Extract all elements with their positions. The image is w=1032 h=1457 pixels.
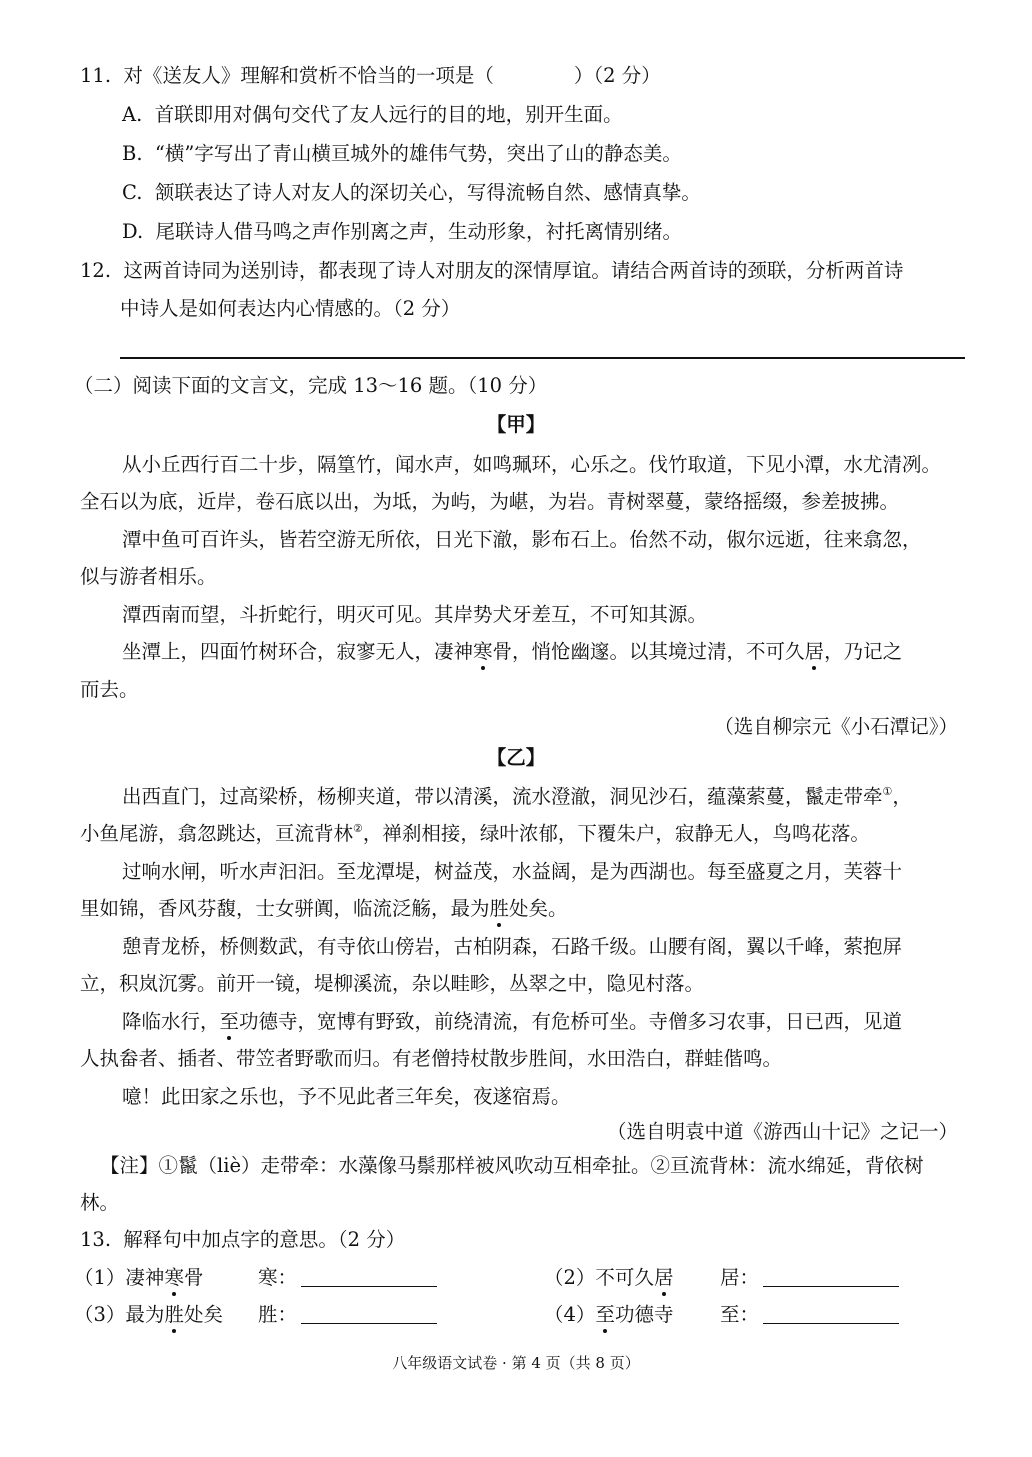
q13-item-4-num: （4） [544, 1303, 596, 1326]
yi-p1a-text: 出西直门，过高梁桥，杨柳夹道，带以清溪，流水澄澈，洞见沙石，蕴藻萦蔓，鬣走带牵 [122, 785, 883, 808]
yi-p4a [122, 1010, 902, 1034]
q11-option-c: C. 颔联表达了诗人对友人的深切关心，写得流畅自然、感情真挚。 [122, 181, 701, 204]
yi-p3a: 憩青龙桥，桥侧数武，有寺依山傍岩，古柏阴森，石路千级。山腰有阁，翼以千峰，萦抱屏 [122, 935, 903, 958]
q13-stem: 13. 解释句中加点字的意思。（2 分） [80, 1228, 406, 1251]
q13-item-1-pre: 凄神 [125, 1266, 165, 1289]
jia-p4a [122, 640, 902, 664]
jia-p2b: 似与游者相乐。 [80, 565, 217, 588]
note-line1: 【注】①鬣（liè）走带牵：水藻像马鬃那样被风吹动互相牵扯。②亘流背林：流水绵延，背依树 [100, 1154, 924, 1177]
q11-score: ）（2 分） [573, 64, 661, 87]
q13-item-1-post: 骨 [183, 1266, 204, 1289]
q13-item-2-label: 居： [720, 1266, 760, 1289]
yi-p4b: 人执畚者、插者、带笠者野歌而归。有老僧持杖散步胜间，水田浩白，群蛙偕鸣。 [80, 1047, 783, 1070]
jia-p4a-part2: 骨，悄怆幽邃。以其境过清，不可久 [492, 640, 805, 663]
yi-p1b [80, 822, 870, 846]
jia-p2a: 潭中鱼可百许头，皆若空游无所依，日光下澈，影布石上。佁然不动，俶尔远逝，往来翕忽， [122, 528, 922, 551]
yi-p2b-part1: 里如锦，香风芬馥，士女骈阗，临流泛觞，最为 [80, 897, 490, 920]
yi-p1b-end: ，禅刹相接，绿叶浓郁，下覆朱户，寂静无人，鸟鸣花落。 [362, 822, 870, 845]
q13-item-4-answer [720, 1303, 899, 1327]
yi-p4a-part2: 功德寺，宽博有野致，前绕清流，有危桥可坐。寺僧多习农事，日已西，见道 [239, 1010, 903, 1033]
jia-p1b: 全石以为底，近岸，卷石底以出，为坻，为屿，为嵁，为岩。青树翠蔓，蒙络摇缀，参差披拂。 [80, 490, 900, 513]
yi-source: （选自明袁中道《游西山十记》之记一） [606, 1120, 958, 1143]
q13-item-1-num: （1） [74, 1266, 126, 1289]
q11-option-a: A. 首联即用对偶句交代了友人远行的目的地，别开生面。 [122, 103, 623, 126]
jia-p1a: 从小丘西行百二十步，隔篁竹，闻水声，如鸣珮环，心乐之。伐竹取道，下见小潭，水尤清冽。 [122, 453, 942, 476]
yi-p2a: 过响水闸，听水声汩汩。至龙潭堤，树益茂，水益阔，是为西湖也。每至盛夏之月，芙蓉十 [122, 860, 903, 883]
q13-item-3-dot-char: 胜 [164, 1303, 184, 1326]
dotted-char-han: 寒 [473, 640, 493, 663]
yi-p2b [80, 897, 568, 921]
dotted-char-sheng: 胜 [489, 897, 510, 920]
q13-item-1-dot-char: 寒 [164, 1266, 184, 1289]
dotted-char-zhi: 至 [219, 1010, 240, 1033]
page-footer: 八年级语文试卷 · 第 4 页（共 8 页） [392, 1354, 640, 1372]
q13-item-2-pre: 不可久 [595, 1266, 654, 1289]
q13-item-3-pre: 最为 [125, 1303, 165, 1326]
footnote-marker-1: ① [882, 785, 893, 798]
q13-item-3 [74, 1303, 223, 1327]
yi-p2b-part2: 处矣。 [509, 897, 568, 920]
jia-heading: 【甲】 [486, 413, 546, 436]
q13-item-1-blank[interactable] [301, 1266, 437, 1287]
q12-line2: 中诗人是如何表达内心情感的。（2 分） [120, 297, 461, 320]
q11-stem-text: 11. 对《送友人》理解和赏析不恰当的一项是（ [80, 64, 494, 87]
jia-source: （选自柳宗元《小石潭记》） [714, 715, 958, 738]
yi-p1b-text: 小鱼尾游，翕忽跳达，亘流背林 [80, 822, 354, 845]
jia-p4a-part1: 坐潭上，四面竹树环合，寂寥无人，凄神 [122, 640, 474, 663]
yi-p1a [122, 785, 912, 809]
yi-heading: 【乙】 [486, 746, 546, 769]
q13-item-4-label: 至： [720, 1303, 760, 1326]
yi-p1a-end: ， [892, 785, 912, 808]
jia-p4a-part3: ，乃记之 [824, 640, 903, 663]
q13-item-2-blank[interactable] [763, 1266, 899, 1287]
q11-stem [80, 64, 661, 88]
q12-answer-line[interactable] [120, 357, 965, 359]
section2-title: （二）阅读下面的文言文，完成 13～16 题。（10 分） [74, 374, 548, 397]
q13-item-3-blank[interactable] [301, 1303, 437, 1324]
jia-p4b: 而去。 [80, 678, 139, 701]
yi-p5: 噫！此田家之乐也，予不见此者三年矣，夜遂宿焉。 [122, 1085, 571, 1108]
jia-p3: 潭西南而望，斗折蛇行，明灭可见。其岸势犬牙差互，不可知其源。 [122, 603, 708, 626]
q13-item-1 [74, 1266, 203, 1290]
q11-option-d: D. 尾联诗人借马鸣之声作别离之声，生动形象，衬托离情别绪。 [122, 220, 683, 243]
q13-item-2-answer [720, 1266, 899, 1290]
q12-line1: 12. 这两首诗同为送别诗，都表现了诗人对朋友的深情厚谊。请结合两首诗的颈联，分析两首诗 [80, 259, 904, 282]
q13-item-2-num: （2） [544, 1266, 596, 1289]
q13-item-3-answer [258, 1303, 437, 1327]
note-line2: 林。 [80, 1191, 120, 1214]
q13-item-3-label: 胜： [258, 1303, 298, 1326]
footnote-marker-2: ② [353, 822, 363, 835]
yi-p3b: 立，积岚沉雾。前开一镜，堤柳溪流，杂以畦畛，丛翠之中，隐见村落。 [80, 972, 705, 995]
q11-option-b: B. “横”字写出了青山横亘城外的雄伟气势，突出了山的静态美。 [122, 142, 682, 165]
yi-p4a-part1: 降临水行， [122, 1010, 220, 1033]
dotted-char-ju: 居 [804, 640, 825, 663]
q13-item-1-answer [258, 1266, 437, 1290]
q13-item-1-label: 寒： [258, 1266, 298, 1289]
q13-item-3-num: （3） [74, 1303, 126, 1326]
q13-item-4-blank[interactable] [763, 1303, 899, 1324]
q13-item-2 [544, 1266, 673, 1290]
q13-item-4 [544, 1303, 673, 1327]
q13-item-4-dot-char: 至 [595, 1303, 615, 1326]
q13-item-3-post: 处矣 [183, 1303, 223, 1326]
q13-item-2-dot-char: 居 [653, 1266, 674, 1289]
q13-item-4-post: 功德寺 [614, 1303, 674, 1326]
